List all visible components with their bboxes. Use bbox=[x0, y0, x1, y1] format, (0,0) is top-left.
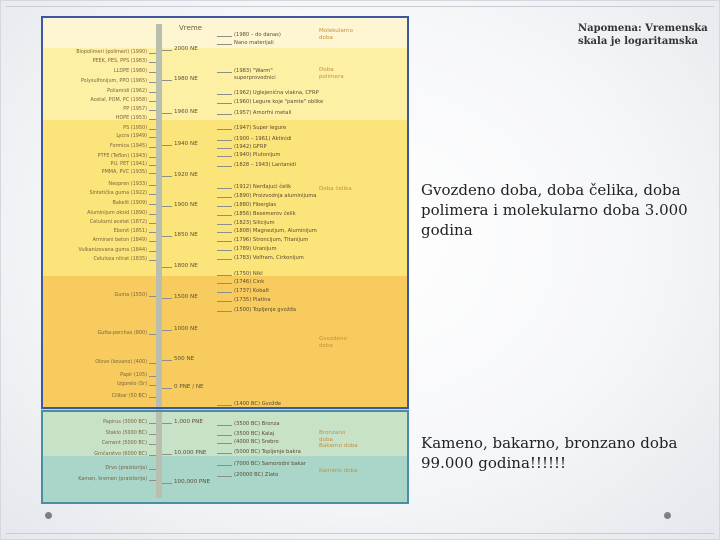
milestone-label: Nano materijali bbox=[234, 40, 274, 46]
material-label: Sintetička guma (1922) bbox=[89, 190, 147, 196]
bottom-right-dot bbox=[664, 512, 671, 519]
time-mark-label: 10,000 PNE bbox=[174, 450, 207, 456]
time-mark-label: 500 NE bbox=[174, 356, 195, 362]
material-label: Lycra (1949) bbox=[116, 133, 147, 139]
material-label: PMMA, PVC (1935) bbox=[101, 169, 147, 175]
milestone-label: (5000 BC) Topljenje bakra bbox=[234, 449, 301, 455]
material-label: Neopren (1933) bbox=[108, 181, 147, 187]
time-mark-label: 1850 NE bbox=[174, 232, 198, 238]
time-mark-label: 1,000 PNE bbox=[174, 419, 203, 425]
material-label: LLDPE (1980) bbox=[113, 68, 147, 74]
milestone-label: (7000 BC) Samorodni bakar bbox=[234, 461, 306, 467]
material-label: Izgorelo (Sr) bbox=[117, 381, 147, 387]
top-rule bbox=[6, 6, 714, 7]
age-label: Bakarno doba bbox=[319, 443, 358, 449]
time-mark-label: 1000 NE bbox=[174, 326, 198, 332]
material-label: Celulozni acetat (1872) bbox=[89, 219, 147, 225]
text-ancient-ages: Kameno, bakarno, bronzano doba 99.000 godina!!!!!! bbox=[421, 434, 678, 472]
milestone-label: (20000 BC) Zlato bbox=[234, 472, 279, 478]
milestone-label: (1890) Proizvodnja aluminijuma bbox=[234, 193, 317, 199]
material-label: Acetal, POM, PC (1958) bbox=[90, 97, 147, 103]
milestone-label: (1900 – 1961) Aktinidi bbox=[234, 136, 292, 142]
bottom-rule bbox=[6, 533, 714, 534]
milestone-label: (1737) Kobalt bbox=[234, 288, 270, 294]
milestone-label: (1957) Amorfni metali bbox=[234, 110, 292, 116]
material-label: Polysulfonijum, PPO (1965) bbox=[80, 78, 147, 84]
frame-lower-ages bbox=[41, 410, 409, 504]
milestone-label: (1912) Nerđajući čelik bbox=[234, 184, 292, 190]
milestone-label: (1400 BC) Gvožđe bbox=[234, 401, 282, 407]
milestone-label: (4000 BC) Srebro bbox=[234, 439, 279, 445]
time-header: Vreme bbox=[179, 24, 202, 32]
time-mark-label: 1900 NE bbox=[174, 202, 198, 208]
time-mark-label: 100,000 PNE bbox=[174, 479, 211, 485]
frame-upper-ages bbox=[41, 16, 409, 409]
time-mark-label: 1920 NE bbox=[174, 172, 198, 178]
milestone-label: (1808) Magnezijum, Aluminijum bbox=[234, 228, 317, 234]
milestone-label: superprovodnici bbox=[234, 75, 276, 81]
milestone-label: (1500) Topljenje gvožđa bbox=[234, 307, 297, 313]
text-modern-ages: Gvozdeno doba, doba čelika, doba polimera i molekularno doba 3.000 godina bbox=[421, 181, 688, 239]
age-label: Doba čelika bbox=[319, 186, 352, 192]
time-mark-label: 1500 NE bbox=[174, 294, 198, 300]
material-label: Bakelit (1909) bbox=[112, 200, 147, 206]
material-label: Cement (5000 BC) bbox=[101, 440, 147, 446]
bottom-left-dot bbox=[45, 512, 52, 519]
material-label: PU, PET (1941) bbox=[110, 161, 147, 167]
milestone-label: (1942) GFRP bbox=[234, 144, 267, 150]
material-label: Ebonit (1851) bbox=[113, 228, 147, 234]
age-label: Doba polimera bbox=[319, 67, 344, 80]
material-label: Armirani beton (1849) bbox=[92, 237, 147, 243]
milestone-label: (1828 – 1943) Lantanidi bbox=[234, 162, 297, 168]
time-mark-label: 1800 NE bbox=[174, 263, 198, 269]
milestone-label: (1796) Stroncijum, Titanijum bbox=[234, 237, 309, 243]
milestone-label: (1789) Uranijum bbox=[234, 246, 277, 252]
material-label: Papirus (3000 BC) bbox=[103, 419, 147, 425]
milestone-label: (1856) Besemerov čelik bbox=[234, 211, 296, 217]
material-label: Aluminijum oksid (1890) bbox=[87, 210, 147, 216]
age-label: Gvozdeno doba bbox=[319, 336, 347, 349]
milestone-label: (1746) Cink bbox=[234, 279, 265, 285]
age-label: Bronzano doba bbox=[319, 430, 346, 443]
material-label: Staklo (5000 BC) bbox=[105, 430, 147, 436]
milestone-label: (1750) Nikl bbox=[234, 271, 263, 277]
material-label: Guma (1550) bbox=[114, 292, 147, 298]
milestone-label: (1735) Platina bbox=[234, 297, 271, 303]
material-label: Cilibar (50 BC) bbox=[111, 393, 147, 399]
material-label: PP (1957) bbox=[123, 106, 147, 112]
note-logarithmic-scale: Napomena: Vremenska skala je logaritamska bbox=[578, 23, 708, 47]
material-label: Celuloza nitrat (1835) bbox=[93, 256, 147, 262]
material-label: Poliamidi (1962) bbox=[107, 88, 147, 94]
material-label: PEEK, PES, PPS (1983) bbox=[92, 58, 147, 64]
age-label: Molekularno doba bbox=[319, 28, 354, 41]
milestone-label: (3500 BC) Bronza bbox=[234, 421, 280, 427]
material-label: Grnčarstvo (6000 BC) bbox=[94, 451, 147, 457]
material-label: Vulkanizovana guma (1844) bbox=[78, 247, 147, 253]
material-label: PS (1950) bbox=[123, 125, 147, 131]
age-label: Kameno doba bbox=[319, 468, 358, 474]
time-mark-label: 1940 NE bbox=[174, 141, 198, 147]
material-label: Papir (105) bbox=[120, 372, 147, 378]
material-label: HDPE (1953) bbox=[115, 115, 147, 121]
milestone-label: (1960) Legure koje "pamte" oblike bbox=[234, 99, 324, 105]
time-mark-label: 1980 NE bbox=[174, 76, 198, 82]
material-label: PTFE (Teflon) (1943) bbox=[97, 153, 147, 159]
material-label: Biopolimeri (polimeri) (1990) bbox=[76, 49, 147, 55]
time-mark-label: 2000 NE bbox=[174, 46, 198, 52]
milestone-label: (1983) "Warm" bbox=[234, 68, 273, 74]
milestone-label: (1962) Uglejenična vlakna, CFRP bbox=[234, 90, 319, 96]
time-mark-label: 1960 NE bbox=[174, 109, 198, 115]
material-label: Olovo (kovano) (400) bbox=[95, 359, 147, 365]
milestone-label: (1823) Silicijum bbox=[234, 220, 275, 226]
material-label: Formica (1945) bbox=[109, 143, 147, 149]
milestone-label: (1880) Fiberglas bbox=[234, 202, 277, 208]
milestone-label: (1940) Plutonijum bbox=[234, 152, 281, 158]
time-mark-label: 0 PNE / NE bbox=[174, 384, 204, 390]
milestone-label: (3500 BC) Kalaj bbox=[234, 431, 275, 437]
milestone-label: (1980 – do danas) bbox=[234, 32, 281, 38]
material-label: Gutta-perchas (800) bbox=[97, 330, 147, 336]
milestone-label: (1783) Volfram, Cirkonijum bbox=[234, 255, 304, 261]
material-label: Drvo (praistorija) bbox=[105, 465, 147, 471]
material-label: Kamen, kremen (praistorija) bbox=[78, 476, 147, 482]
milestone-label: (1947) Super legure bbox=[234, 125, 287, 131]
